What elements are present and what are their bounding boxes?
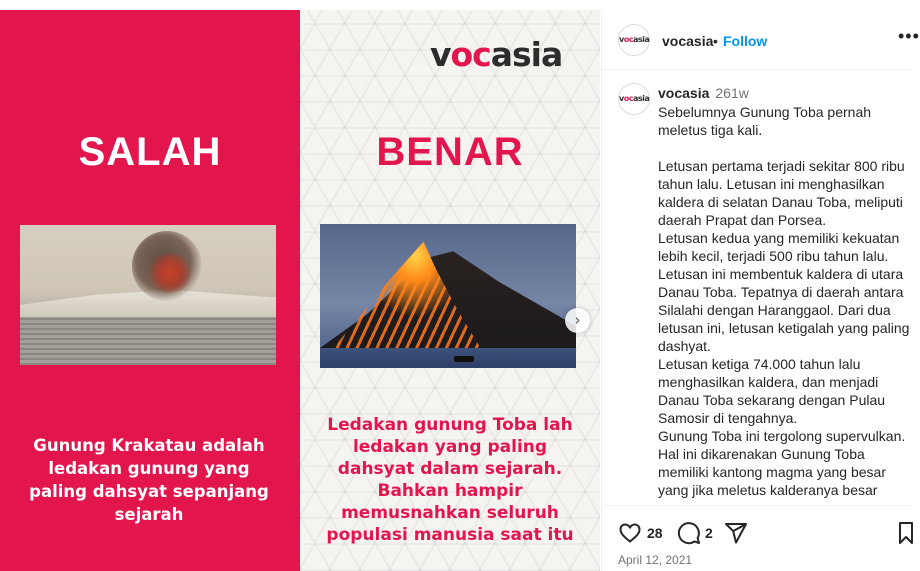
benar-heading: BENAR <box>376 130 524 174</box>
benar-panel <box>300 10 600 571</box>
caption-header <box>658 85 749 101</box>
avatar[interactable] <box>618 24 650 56</box>
post-header <box>602 10 920 70</box>
comment-count[interactable]: 2 <box>705 525 713 541</box>
comment-avatar-logo: vocasia <box>619 94 650 103</box>
salah-heading: SALAH <box>78 130 222 174</box>
header-username[interactable]: vocasia <box>662 33 714 49</box>
like-count[interactable]: 28 <box>647 525 663 541</box>
caption-username[interactable]: vocasia <box>658 85 710 101</box>
vocasia-logo: vocasia <box>430 35 563 74</box>
avatar-logo: vocasia <box>619 35 650 44</box>
share-icon[interactable] <box>724 521 748 545</box>
benar-caption: Ledakan gunung Toba lah ledakan yang paling dahsyat dalam sejarah. Bahkan hampir memusnahkan seluruh populasi manusia saat itu <box>326 415 574 545</box>
more-options-icon[interactable]: ••• <box>898 26 920 46</box>
follow-button[interactable]: Follow <box>723 33 768 49</box>
action-bar <box>602 505 913 571</box>
next-slide-button[interactable]: › <box>565 308 590 333</box>
post-date[interactable]: April 12, 2021 <box>618 553 693 567</box>
comment-avatar[interactable] <box>618 83 650 115</box>
caption-timestamp[interactable]: 261w <box>715 85 749 101</box>
krakatau-eruption-image <box>20 225 276 365</box>
volcano-eruption-image <box>320 224 576 368</box>
comments-section[interactable] <box>602 71 913 505</box>
bookmark-icon[interactable] <box>899 521 913 545</box>
separator-dot: • <box>713 33 718 49</box>
post-caption-text: Sebelumnya Gunung Toba pernah meletus tiga kali. Letusan pertama terjadi sekitar 800 ribu tahun lalu. Letusan ini menghasilkan kaldera di selatan Danau Toba, meliputi daerah Prapat dan Porsea. Letusan kedua yang memiliki kekuatan lebih kecil, terjadi 500 ribu tahun lalu. Letusan ini membentuk kaldera di utara Danau Toba. Tepatnya di daerah antara Silalahi dengan Haranggaol. Dari dua letusan ini, letusan ketigalah yang paling dashyat. Letusan ketiga 74.000 tahun lalu menghasilkan kaldera, dan menjadi Danau Toba sekarang dengan Pulau Samosir di tengahnya. Gunung Toba ini tergolong supervulkan. Hal ini dikarenakan Gunung Toba memiliki kantong magma yang besar yang jika meletus kalderanya besar <box>658 104 910 498</box>
comment-icon[interactable] <box>677 521 701 545</box>
salah-caption: Gunung Krakatau adalah ledakan gunung yang paling dahsyat sepanjang sejarah <box>29 436 269 524</box>
post-sidebar <box>601 10 920 571</box>
heart-icon[interactable] <box>618 521 642 545</box>
salah-panel <box>0 10 300 571</box>
post-media[interactable] <box>0 10 600 571</box>
